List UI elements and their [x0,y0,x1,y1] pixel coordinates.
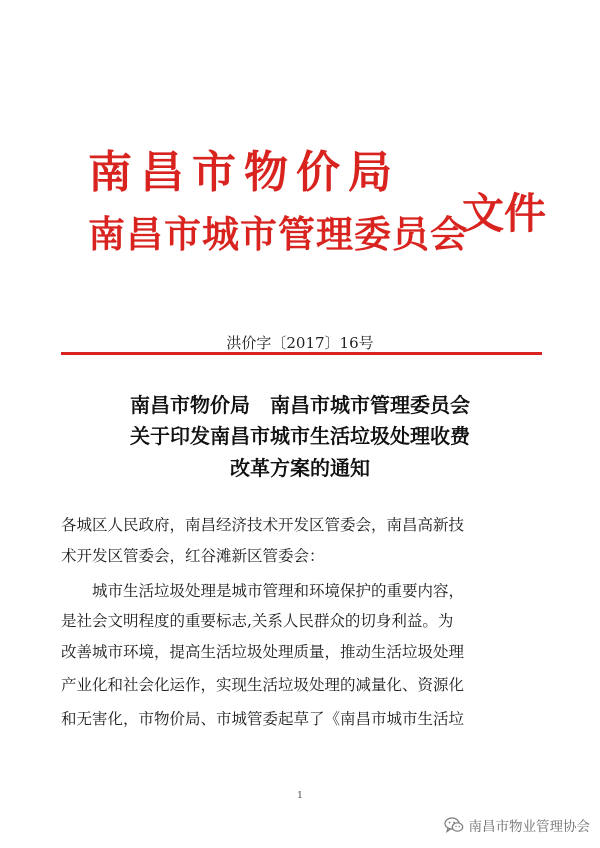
watermark-text: 南昌市物业管理协会 [468,819,590,835]
body-text-line: 术开发区管委会，红谷滩新区管委会： [61,547,325,565]
notice-title-line-3: 改革方案的通知 [230,456,370,480]
body-text-line: 改善城市环境，提高生活垃圾处理质量，推动生活垃圾处理 [61,643,465,661]
red-divider-line [61,352,542,355]
body-text-line: 是社会文明程度的重要标志,关系人民群众的切身利益。为 [61,612,454,630]
wechat-watermark [444,815,591,835]
body-text-line: 产业化和社会化运作，实现生活垃圾处理的减量化、资源化 [61,676,465,694]
notice-title-line-1: 南昌市物价局 南昌市城市管理委员会 [130,393,470,417]
issuer-line-2: 南昌市城市管理委员会 [88,212,468,256]
document-type-label: 文件 [462,189,547,238]
issuer-line-1: 南昌市物价局 [88,147,400,198]
body-text-line: 各城区人民政府，南昌经济技术开发区管委会，南昌高新技 [61,516,465,534]
body-text-line: 城市生活垃圾处理是城市管理和环境保护的重要内容， [92,582,465,600]
notice-title-line-2: 关于印发南昌市城市生活垃圾处理收费 [130,424,470,448]
document-number: 洪价字〔2017〕16号 [226,334,374,352]
wechat-icon [444,817,464,833]
body-text-line: 和无害化，市物价局、市城管委起草了《南昌市城市生活垃 [61,710,465,728]
page-number: 1 [297,791,303,801]
